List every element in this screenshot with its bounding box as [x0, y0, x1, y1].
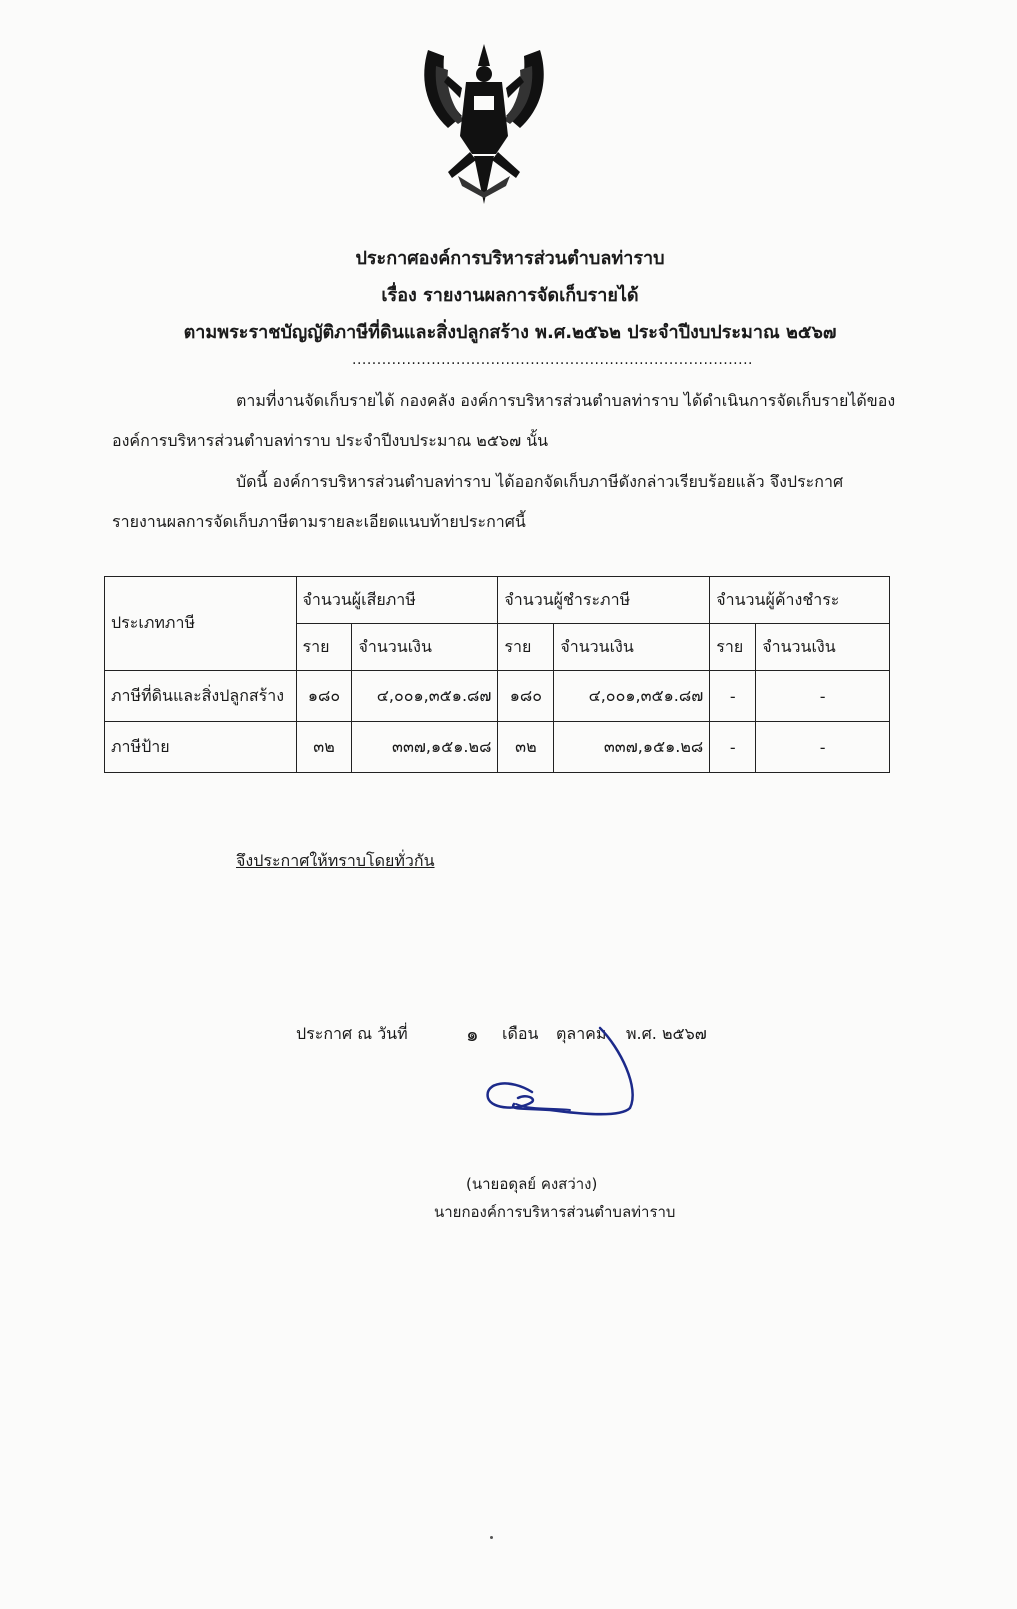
header-paid: จำนวนผู้ชำระภาษี: [498, 577, 710, 624]
cell-paid-count: ๑๘๐: [498, 671, 554, 722]
date-prefix: ประกาศ ณ วันที่: [296, 1024, 408, 1043]
signer-position: นายกองค์การบริหารส่วนตำบลท่าราบ: [434, 1203, 676, 1221]
announcement-act-reference: ตามพระราชบัญญัติภาษีที่ดินและสิ่งปลูกสร้าง พ.ศ.๒๕๖๒ ประจำปีงบประมาณ ๒๕๖๗: [183, 322, 837, 343]
subheader-count: ราย: [296, 624, 352, 671]
header-outstanding: จำนวนผู้ค้างชำระ: [710, 577, 890, 624]
cell-taxpayers-amount: ๔,๐๐๑,๓๕๑.๘๗: [352, 671, 498, 722]
date-month-label: เดือน: [502, 1024, 539, 1043]
date-year: พ.ศ. ๒๕๖๗: [626, 1024, 707, 1043]
paragraph-2-line-1: บัดนี้ องค์การบริหารส่วนตำบลท่าราบ ได้ออกจัดเก็บภาษีดังกล่าวเรียบร้อยแล้ว จึงประกาศ: [236, 472, 844, 491]
header-taxpayers: จำนวนผู้เสียภาษี: [296, 577, 498, 624]
announcement-subject: เรื่อง รายงานผลการจัดเก็บรายได้: [381, 285, 639, 306]
cell-outstanding-amount: -: [756, 671, 890, 722]
paragraph-1-line-1: ตามที่งานจัดเก็บรายได้ กองคลัง องค์การบริหารส่วนตำบลท่าราบ ได้ดำเนินการจัดเก็บรายได้ของ: [236, 391, 896, 410]
signer-name: (นายอดุลย์ คงสว่าง): [466, 1175, 598, 1193]
garuda-emblem-icon: [418, 36, 550, 208]
cell-paid-count: ๓๒: [498, 722, 554, 773]
paragraph-2-line-2: รายงานผลการจัดเก็บภาษีตามรายละเอียดแนบท้ายประกาศนี้: [112, 512, 526, 531]
title-separator: .................................................................................: [352, 352, 753, 368]
subheader-amount: จำนวนเงิน: [554, 624, 710, 671]
subheader-amount: จำนวนเงิน: [756, 624, 890, 671]
stray-dot: [490, 1536, 493, 1539]
cell-outstanding-count: -: [710, 671, 756, 722]
handwritten-signature: [470, 1018, 670, 1128]
cell-tax-type: ภาษีป้าย: [105, 722, 297, 773]
subheader-amount: จำนวนเงิน: [352, 624, 498, 671]
tax-collection-table: [104, 576, 890, 773]
cell-outstanding-count: -: [710, 722, 756, 773]
announcement-title: ประกาศองค์การบริหารส่วนตำบลท่าราบ: [355, 248, 665, 269]
cell-outstanding-amount: -: [756, 722, 890, 773]
date-month: ตุลาคม: [556, 1024, 607, 1043]
table-row: [105, 722, 890, 773]
cell-taxpayers-count: ๑๘๐: [296, 671, 352, 722]
table-row: [105, 671, 890, 722]
cell-taxpayers-count: ๓๒: [296, 722, 352, 773]
subheader-count: ราย: [710, 624, 756, 671]
subheader-count: ราย: [498, 624, 554, 671]
paragraph-1-line-2: องค์การบริหารส่วนตำบลท่าราบ ประจำปีงบประมาณ ๒๕๖๗ นั้น: [112, 431, 549, 450]
cell-paid-amount: ๓๓๗,๑๕๑.๒๘: [554, 722, 710, 773]
date-day: ๑: [466, 1022, 479, 1046]
closing-statement: จึงประกาศให้ทราบโดยทั่วกัน: [236, 851, 435, 870]
cell-tax-type: ภาษีที่ดินและสิ่งปลูกสร้าง: [105, 671, 297, 722]
cell-taxpayers-amount: ๓๓๗,๑๕๑.๒๘: [352, 722, 498, 773]
header-tax-type: ประเภทภาษี: [105, 577, 297, 671]
cell-paid-amount: ๔,๐๐๑,๓๕๑.๘๗: [554, 671, 710, 722]
